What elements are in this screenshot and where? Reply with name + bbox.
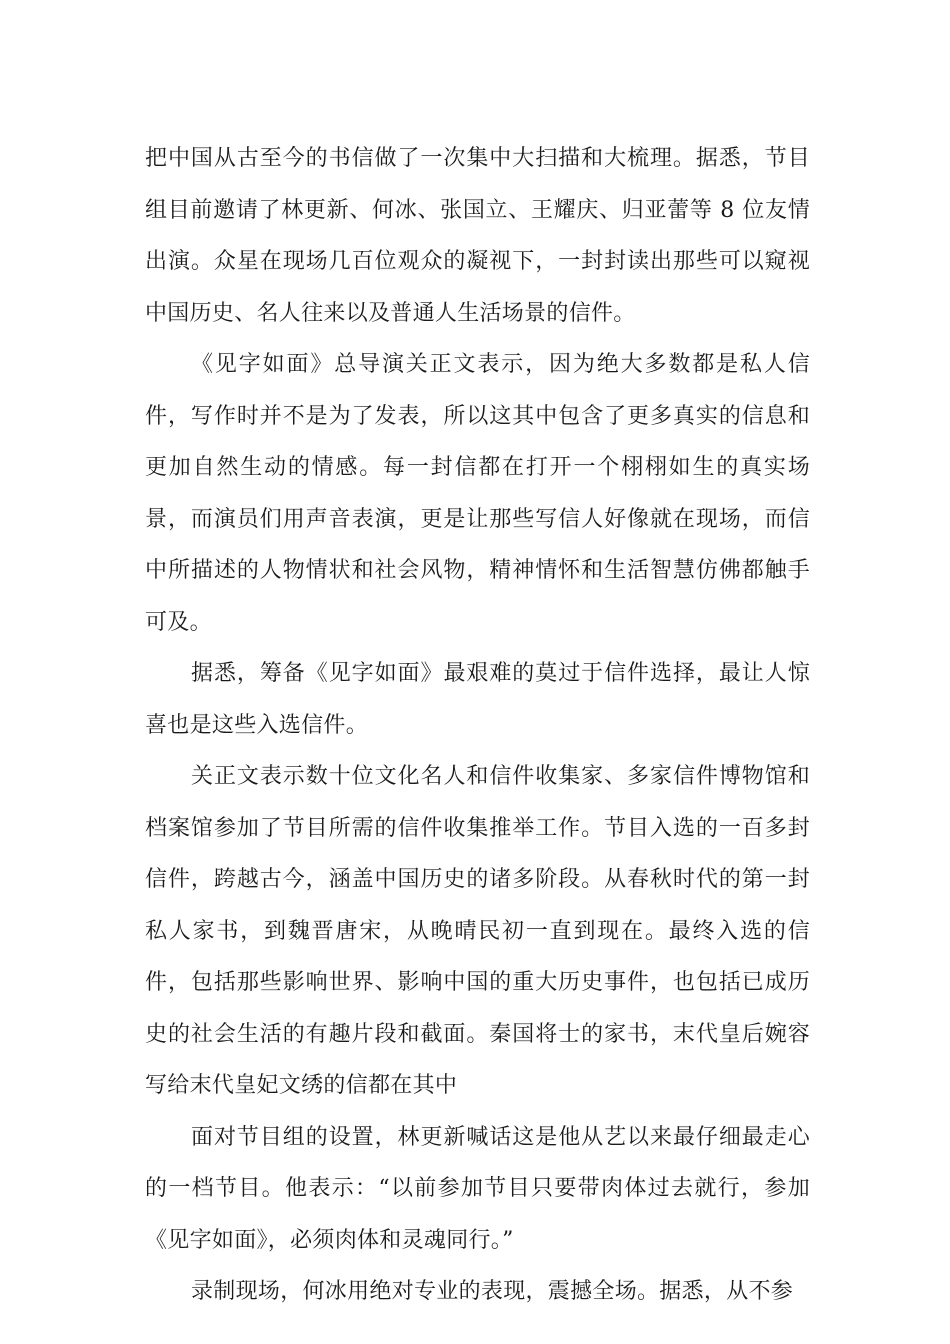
paragraph-continued: 把中国从古至今的书信做了一次集中大扫描和大梳理。据悉，节目组目前邀请了林更新、何冰、张国立、王耀庆、归亚蕾等 8 位友情出演。众星在现场几百位观众的凝视下，一封封读出那些可以窥视中国历史、名人往来以及普通人生活场景的信件。 [145,146,810,326]
paragraph-lin-gengxin: 面对节目组的设置，林更新喊话这是他从艺以来最仔细最走心的一档节目。他表示：“以前参加节目只要带肉体过去就行，参加《见字如面》，必须肉体和灵魂同行。” [145,1124,810,1253]
paragraph-letter-selection: 据悉，筹备《见字如面》最艰难的莫过于信件选择，最让人惊喜也是这些入选信件。 [145,661,810,738]
paragraph-director-statement: 《见字如面》总导演关正文表示，因为绝大多数都是私人信件，写作时并不是为了发表，所以这其中包含了更多真实的信息和更加自然生动的情感。每一封信都在打开一个栩栩如生的真实场景，而演员们用声音表演，更是让那些写信人好像就在现场，而信中所描述的人物情状和社会风物，精神情怀和生活智慧仿佛都触手可及。 [145,352,810,635]
paragraph-he-bing: 录制现场，何冰用绝对专业的表现，震撼全场。据悉，从不参 [191,1279,794,1304]
paragraph-letter-collection: 关正文表示数十位文化名人和信件收集家、多家信件博物馆和档案馆参加了节目所需的信件收集推举工作。节目入选的一百多封信件，跨越古今，涵盖中国历史的诸多阶段。从春秋时代的第一封私人家书，到魏晋唐宋，从晚晴民初一直到现在。最终入选的信件，包括那些影响世界、影响中国的重大历史事件，也包括已成历史的社会生活的有趣片段和截面。秦国将士的家书，末代皇后婉容写给末代皇妃文绣的信都在其中 [145,764,810,1098]
document-body [145,133,810,1318]
